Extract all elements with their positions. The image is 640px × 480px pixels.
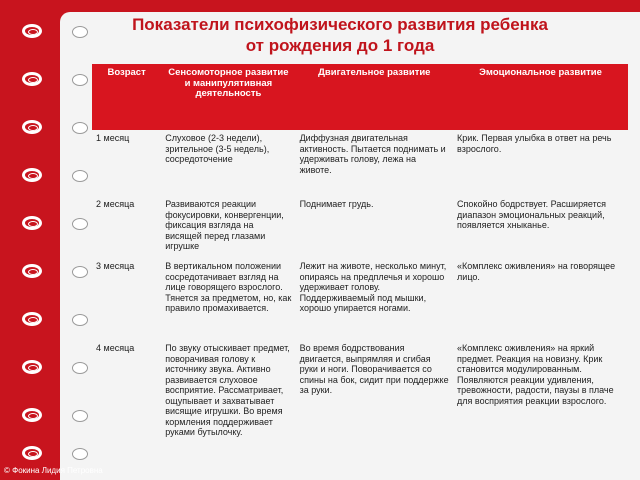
- cell-emotional: Спокойно бодрствует. Расширяется диапазон эмоциональных реакций, появляется хныканье.: [457, 199, 606, 230]
- ring-icon: [22, 312, 42, 326]
- table-row: [92, 130, 628, 196]
- development-table: [92, 64, 628, 466]
- table-header-row: [92, 64, 628, 130]
- ring-icon: [22, 168, 42, 182]
- ring-icon: [22, 264, 42, 278]
- title-line-1: Показатели психофизического развития ребенка: [132, 15, 548, 34]
- header-age: Возраст: [92, 64, 161, 130]
- ring-icon: [22, 360, 42, 374]
- cell-motor: Диффузная двигательная активность. Пытается поднимать и удерживать голову, лежа на животе.: [299, 133, 446, 175]
- hole-icon: [72, 122, 88, 134]
- hole-icon: [72, 218, 88, 230]
- hole-icon: [72, 266, 88, 278]
- header-sensory: Сенсомоторное развитие и манипулятивная деятельность: [161, 64, 295, 130]
- hole-icon: [72, 448, 88, 460]
- ring-icon: [22, 120, 42, 134]
- ring-icon: [22, 446, 42, 460]
- page-title: [60, 14, 620, 56]
- hole-icon: [72, 314, 88, 326]
- spiral-binding: [0, 0, 60, 480]
- hole-icon: [72, 74, 88, 86]
- cell-sensory: По звуку отыскивает предмет, поворачивая голову к источнику звука. Активно развивается слуховое восприятие. Рассматривает, ощупывает и захватывает висящие игрушки. Во время кормления поддерживает руками бутылочку.: [165, 343, 290, 437]
- ring-icon: [22, 216, 42, 230]
- ring-icon: [22, 408, 42, 422]
- hole-icon: [72, 362, 88, 374]
- copyright-credit: © Фокина Лидия Петровна: [4, 466, 103, 475]
- table-row: [92, 258, 628, 340]
- ring-icon: [22, 24, 42, 38]
- hole-icon: [72, 170, 88, 182]
- cell-age: 3 месяца: [96, 261, 135, 271]
- title-line-2: от рождения до 1 года: [245, 36, 435, 55]
- cell-emotional: Крик. Первая улыбка в ответ на речь взрослого.: [457, 133, 612, 154]
- cell-emotional: «Комплекс оживления» на говорящее лицо.: [457, 261, 616, 282]
- cell-sensory: Развиваются реакции фокусировки, конвергенции, фиксация взгляда на висящей перед глазами игрушке: [165, 199, 284, 251]
- ring-icon: [22, 72, 42, 86]
- header-motor: Двигательное развитие: [296, 64, 453, 130]
- table-row: [92, 196, 628, 258]
- cell-age: 1 месяц: [96, 133, 130, 143]
- cell-age: 2 месяца: [96, 199, 135, 209]
- cell-motor: Поднимает грудь.: [299, 199, 374, 209]
- cell-age: 4 месяца: [96, 343, 135, 353]
- header-emotional: Эмоциональное развитие: [453, 64, 628, 130]
- cell-motor: Лежит на животе, несколько минут, опираясь на предплечья и хорошо удерживает голову. Поддерживаемый под мышки, хорошо упирается ногами.: [299, 261, 447, 313]
- hole-icon: [72, 410, 88, 422]
- cell-emotional: «Комплекс оживления» на яркий предмет. Реакция на новизну. Крик становится модулированным. Появляются реакции удивления, тревожности, радости, паузы в плаче для восприятия реакции взрослого.: [457, 343, 614, 406]
- cell-sensory: Слуховое (2-3 недели), зрительное (3-5 недель), сосредоточение: [165, 133, 270, 164]
- table-row: [92, 340, 628, 466]
- cell-sensory: В вертикальном положении сосредотачивает взгляд на лице говорящего взрослого. Тянется за предметом, но, как правило промахивается.: [165, 261, 292, 313]
- cell-motor: Во время бодрствования двигается, выпрямляя и сгибая руки и ноги. Поворачивается со спины на бок, сидит при поддержке за руки.: [299, 343, 449, 395]
